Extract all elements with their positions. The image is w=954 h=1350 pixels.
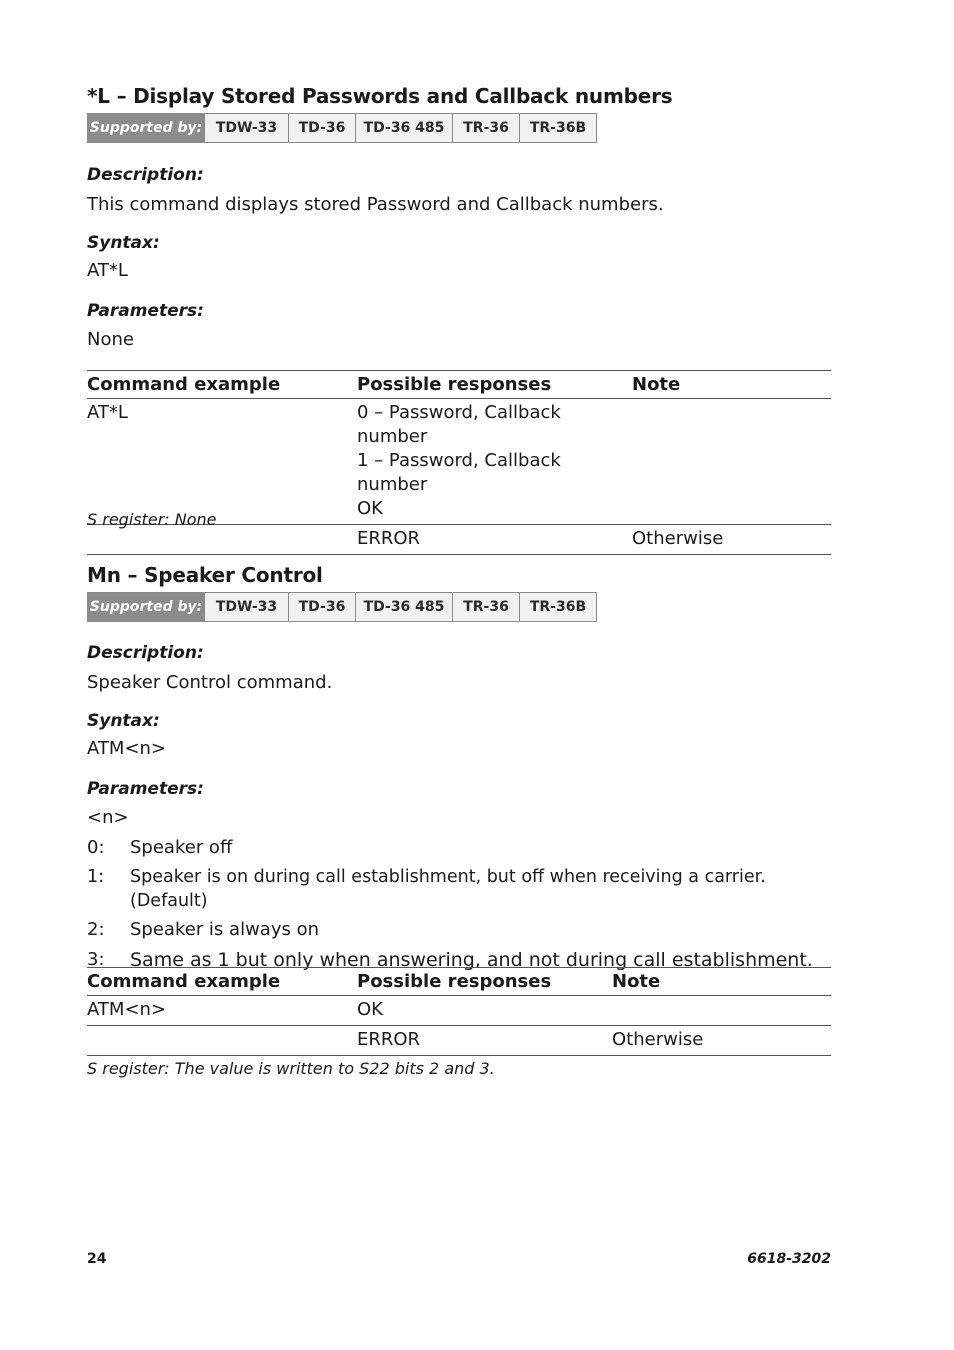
list-item — [87, 918, 831, 942]
command-cell: AT*L — [87, 399, 357, 525]
parameter-value: 3: — [87, 949, 105, 970]
description-label: Description: — [87, 643, 204, 663]
table-row — [87, 1026, 831, 1056]
parameter-description: Speaker is on during call establishment, but off when receiving a carrier. (Default) — [130, 867, 766, 911]
note-cell: Otherwise — [612, 1026, 831, 1056]
s-register-note: S register: None — [87, 510, 217, 529]
syntax-label: Syntax: — [87, 711, 160, 731]
parameters-block — [87, 778, 204, 830]
model-badge: TD-36 — [289, 593, 356, 621]
command-cell: ATM<n> — [87, 996, 357, 1026]
column-header: Possible responses — [357, 968, 612, 996]
section-title: *L – Display Stored Passwords and Callback numbers — [87, 84, 673, 108]
section-display-passwords — [87, 84, 831, 549]
command-cell — [87, 1026, 357, 1056]
list-item — [87, 836, 831, 860]
document-number: 6618-3202 — [747, 1251, 831, 1267]
model-badge: TD-36 485 — [356, 114, 453, 142]
responses-cell — [357, 399, 632, 525]
section-title: Mn – Speaker Control — [87, 563, 323, 587]
parameters-text: None — [87, 329, 134, 350]
section-speaker-control — [87, 563, 831, 1078]
model-badge: TDW-33 — [205, 593, 289, 621]
model-badge: TR-36 — [453, 114, 520, 142]
note-cell — [612, 996, 831, 1026]
syntax-block — [87, 710, 166, 761]
parameter-value: 0: — [87, 837, 105, 858]
responses-cell — [357, 1026, 612, 1056]
column-header: Possible responses — [357, 371, 632, 399]
model-badge: TD-36 — [289, 114, 356, 142]
model-badge: TDW-33 — [205, 114, 289, 142]
model-badge: TD-36 485 — [356, 593, 453, 621]
parameter-description: Speaker off — [130, 837, 233, 858]
response-line: ERROR — [357, 528, 421, 549]
model-badge: TR-36 — [453, 593, 520, 621]
table-row — [87, 996, 831, 1026]
parameters-label: Parameters: — [87, 779, 204, 799]
note-cell: Otherwise — [632, 525, 831, 555]
parameter-description: Speaker is always on — [130, 919, 319, 940]
parameter-values-list — [87, 836, 831, 973]
table-header-row — [87, 371, 831, 399]
model-badge: TR-36B — [520, 593, 596, 621]
supported-by-bar — [87, 113, 597, 143]
description-text: This command displays stored Password and Callback numbers. — [87, 194, 664, 215]
page-number: 24 — [87, 1251, 107, 1267]
response-line: 1 – Password, Callback number — [357, 450, 561, 495]
response-line: OK — [357, 999, 383, 1020]
column-header: Note — [632, 371, 831, 399]
parameter-value: 1: — [87, 867, 105, 887]
response-line: 0 – Password, Callback number — [357, 402, 561, 447]
table-header-row — [87, 968, 831, 996]
responses-cell — [357, 996, 612, 1026]
supported-by-label: Supported by: — [88, 593, 205, 621]
parameter-value: 2: — [87, 919, 105, 940]
syntax-text: AT*L — [87, 260, 128, 281]
s-register-note: S register: The value is written to S22 bits 2 and 3. — [87, 1059, 495, 1078]
parameter-name: <n> — [87, 807, 129, 828]
response-line: ERROR — [357, 1029, 421, 1050]
parameter-description: Same as 1 but only when answering, and not during call establishment. — [130, 949, 813, 971]
supported-by-bar — [87, 592, 597, 622]
supported-by-label: Supported by: — [88, 114, 205, 142]
description-block — [87, 642, 332, 695]
syntax-text: ATM<n> — [87, 738, 167, 759]
column-header: Command example — [87, 968, 357, 996]
responses-cell — [357, 525, 632, 555]
description-block — [87, 164, 664, 217]
column-header: Command example — [87, 371, 357, 399]
note-cell — [632, 399, 831, 525]
list-item — [87, 865, 831, 913]
response-line: OK — [357, 498, 383, 519]
description-label: Description: — [87, 165, 204, 185]
parameters-block — [87, 300, 204, 352]
parameters-label: Parameters: — [87, 301, 204, 321]
syntax-block — [87, 232, 160, 283]
model-badge: TR-36B — [520, 114, 596, 142]
table-row — [87, 399, 831, 525]
column-header: Note — [612, 968, 831, 996]
description-text: Speaker Control command. — [87, 672, 333, 693]
command-table — [87, 967, 831, 1056]
syntax-label: Syntax: — [87, 233, 160, 253]
